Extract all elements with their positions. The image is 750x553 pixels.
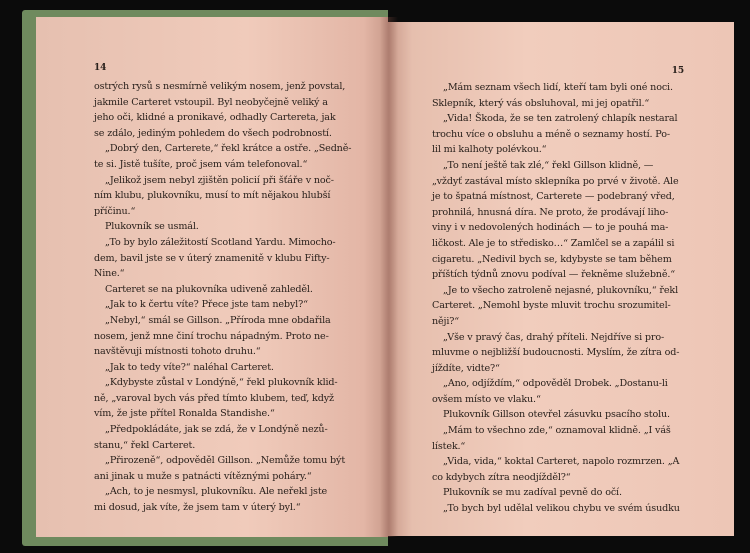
text-line: mi dosud, jak víte, že jsem tam v úterý byl.“ xyxy=(94,502,301,514)
book-gutter xyxy=(380,17,398,537)
text-line: ně, „varoval bych vás před tímto klubem, teď, když xyxy=(94,392,334,404)
text-line: příštích týdnů znovu podíval — řekněme služebně.“ xyxy=(432,269,676,281)
text-line: lil mi kalhoty polévkou.“ xyxy=(432,144,547,156)
text-line: jakmile Carteret vstoupil. Byl neobyčejně veliký a xyxy=(94,96,328,108)
text-line: Plukovník se usmál. xyxy=(105,221,199,233)
text-line: nosem, jenž mne činí trochu nápadným. Proto ne- xyxy=(94,330,329,342)
text-line: prohnilá, hnusná díra. Ne proto, že prodávají liho- xyxy=(432,206,669,218)
text-line: ličkost. Ale je to středisko…“ Zamlčel se a zapálil si xyxy=(432,237,675,249)
text-line: „Nebyl,“ smál se Gillson. „Příroda mne obdařila xyxy=(105,314,331,326)
text-line: je to špatná místnost, Carterete — podebraný vřed, xyxy=(432,191,675,203)
text-line: te si. Jistě tušíte, proč jsem vám telefonoval.“ xyxy=(94,158,308,170)
text-line: Plukovník Gillson otevřel zásuvku psacího stolu. xyxy=(443,409,670,421)
text-line: stanu,“ řekl Carteret. xyxy=(94,439,196,451)
text-line: „Je to všecho zatroleně nejasné, plukovníku,“ řekl xyxy=(443,284,678,296)
right-page-text xyxy=(432,80,712,517)
text-line: „To by bylo záležitostí Scotland Yardu. Mimocho- xyxy=(105,236,336,248)
text-line: „Předpokládáte, jak se zdá, že v Londýně nezů- xyxy=(105,424,328,436)
text-line: „Vida! Škoda, že se ten zatrolený chlapík nestaral xyxy=(443,113,678,125)
text-line: vím, že jste přítel Ronalda Standishe.“ xyxy=(94,408,275,420)
text-line: příčinu.“ xyxy=(94,205,136,217)
text-line: něji?“ xyxy=(432,315,460,327)
text-line: „Ano, odjíždím,“ odpověděl Drobek. „Dostanu-li xyxy=(443,378,668,390)
text-line: ostrých rysů s nesmírně velikým nosem, jenž povstal, xyxy=(94,81,346,92)
text-line: „Dobrý den, Carterete,“ řekl krátce a ostře. „Sedně- xyxy=(105,143,352,155)
text-line: ním klubu, plukovníku, musí to mít nějakou hlubší xyxy=(94,190,331,202)
text-line: lístek.“ xyxy=(432,440,466,452)
page-number-right: 15 xyxy=(671,66,684,76)
text-line: Plukovník se mu zadíval pevně do očí. xyxy=(443,487,622,499)
text-line: „Vida, vida,“ koktal Carteret, napolo rozmrzen. „A xyxy=(443,456,680,468)
text-line: cigaretu. „Nedivil bych se, kdybyste se tam během xyxy=(432,253,672,265)
text-line: „Jak to k čertu víte? Přece jste tam nebyl?“ xyxy=(105,299,308,311)
text-line: „Jelikož jsem nebyl zjištěn policií při šťáře v noč- xyxy=(105,174,334,186)
text-line: „Přirozeně“, odpověděl Gillson. „Nemůže tomu být xyxy=(105,455,346,467)
text-line: trochu více o obsluhu a méně o seznamy hostí. Po- xyxy=(432,128,670,140)
text-line: co kdybych zítra neodjížděl?“ xyxy=(432,471,571,483)
text-line: „Kdybyste zůstal v Londýně,“ řekl plukovník klid- xyxy=(105,377,338,389)
text-line: „Ach, to je nesmysl, plukovníku. Ale neřekl jste xyxy=(105,486,328,498)
text-line: ovšem místo ve vlaku.“ xyxy=(432,393,541,405)
text-line: jeho oči, klidné a pronikavé, odhadly Cartereta, jak xyxy=(94,112,336,124)
text-line: Sklepník, který vás obsluhoval, mi jej opatřil.“ xyxy=(432,97,650,109)
text-line: Carteret se na plukovníka udiveně zahleděl. xyxy=(105,283,313,295)
text-line: viny i v nedovolených hodinách — to je pouhá ma- xyxy=(432,222,669,234)
text-line: Carteret. „Nemohl byste mluvit trochu srozumitel- xyxy=(432,300,671,312)
right-page xyxy=(388,22,734,536)
text-line: „vždyť zastával místo sklepníka po prvé v životě. Ale xyxy=(432,175,679,187)
text-line: „Vše v pravý čas, drahý příteli. Nejdříve si pro- xyxy=(443,331,665,343)
text-line: mluvme o nejbližší budoucnosti. Myslím, že zítra od- xyxy=(432,347,680,359)
text-line: jíždíte, vidte?“ xyxy=(432,362,500,374)
text-line: dem, bavil jste se v úterý znamenitě v klubu Fifty- xyxy=(94,252,330,264)
text-line: „To není ještě tak zlé,“ řekl Gillson klidně, — xyxy=(443,159,654,171)
text-line: ani jinak u muže s patnácti vítěznými poháry.“ xyxy=(94,470,312,482)
text-line: „Mám to všechno zde,“ oznamoval klidně. „I váš xyxy=(443,425,671,437)
text-line: „To bych byl udělal velikou chybu ve svém úsudku xyxy=(443,503,680,515)
left-page-text xyxy=(94,79,358,516)
left-page xyxy=(36,17,388,537)
text-line: se zdálo, jediným pohledem do všech podrobností. xyxy=(94,127,332,139)
text-line: „Mám seznam všech lidí, kteří tam byli oné noci. xyxy=(443,82,673,93)
text-line: navštěvuji místnosti tohoto druhu.“ xyxy=(94,346,261,358)
page-number-left: 14 xyxy=(94,63,107,73)
text-line: „Jak to tedy víte?“ naléhal Carteret. xyxy=(105,361,274,373)
text-line: Nine.“ xyxy=(94,268,125,280)
